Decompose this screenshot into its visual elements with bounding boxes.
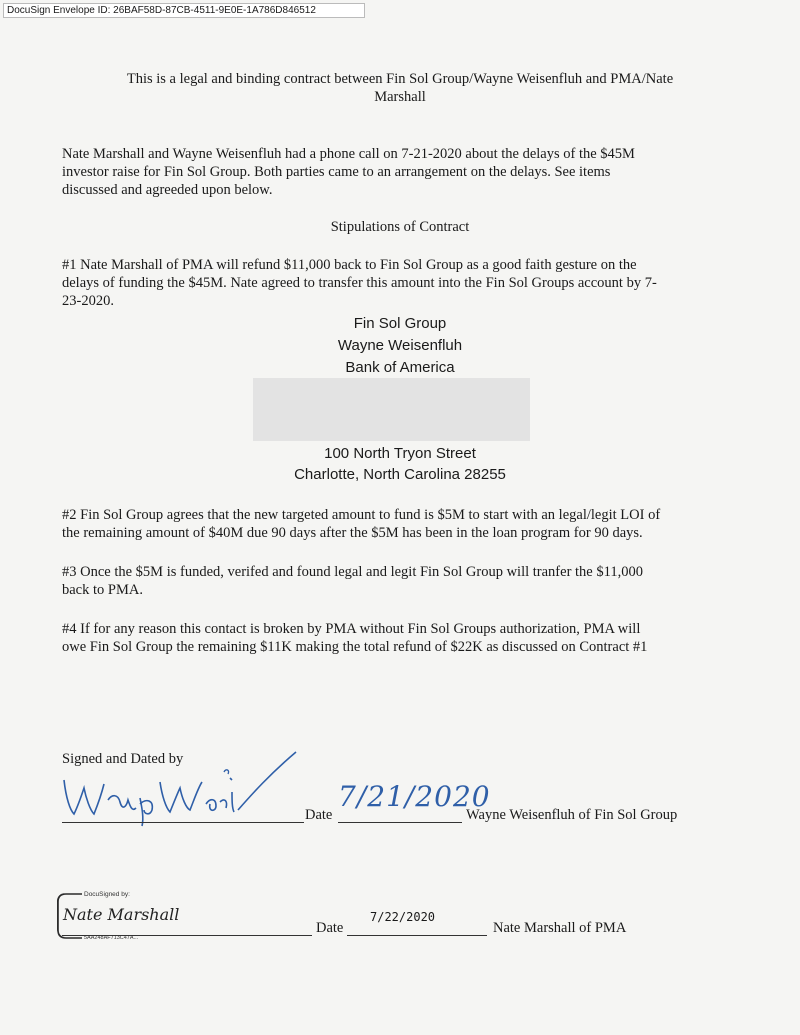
signed-and-dated-label: Signed and Dated by: [62, 751, 184, 767]
signature-line-wayne: [62, 822, 304, 823]
intro-line: Nate Marshall and Wayne Weisenfluh had a phone call on 7-21-2020 about the delays of the $45M: [62, 146, 635, 162]
item-2-line: #2 Fin Sol Group agrees that the new targeted amount to fund is $5M to start with an legal/legit LOI of: [62, 507, 661, 523]
title-line-1: This is a legal and binding contract between Fin Sol Group/Wayne Weisenfluh and PMA/Nate: [126, 71, 674, 87]
item-3-line: #3 Once the $5M is funded, verifed and found legal and legit Fin Sol Group will tranfer the $11,000: [62, 564, 643, 580]
bank-name: Bank of America: [345, 359, 455, 376]
docusign-signature-nate: Nate Marshall: [63, 905, 180, 924]
handwritten-date-wayne: 7/21/2020: [338, 780, 491, 813]
intro-line: investor raise for Fin Sol Group. Both parties came to an arrangement on the delays. See items: [62, 164, 611, 180]
item-4-line: #4 If for any reason this contact is broken by PMA without Fin Sol Groups authorization, PMA will: [62, 621, 641, 637]
date-label-wayne: Date: [305, 807, 333, 823]
item-1-line: delays of funding the $45M. Nate agreed to transfer this amount into the Fin Sol Groups account by 7-: [62, 275, 657, 291]
item-1-line: 23-2020.: [62, 293, 114, 309]
date-value-nate: 7/22/2020: [370, 910, 436, 924]
handwritten-signature-wayne: [56, 748, 306, 828]
bank-address-street: 100 North Tryon Street: [324, 445, 476, 462]
date-label-nate: Date: [316, 920, 344, 936]
docusign-signer-id: 5AA248AF713C47A...: [84, 935, 139, 941]
bank-account-holder: Wayne Weisenfluh: [337, 337, 463, 354]
item-1-line: #1 Nate Marshall of PMA will refund $11,000 back to Fin Sol Group as a good faith gesture on the: [62, 257, 637, 273]
title-line-2: Marshall: [374, 89, 426, 105]
docusign-envelope-id: DocuSign Envelope ID: 26BAF58D-87CB-4511-9E0E-1A786D846512: [3, 3, 365, 18]
intro-line: discussed and agreeded upon below.: [62, 182, 273, 198]
signature-line-nate: [62, 935, 312, 936]
bank-address-city: Charlotte, North Carolina 28255: [294, 466, 506, 483]
party-nate: Nate Marshall of PMA: [493, 920, 627, 936]
item-2-line: the remaining amount of $40M due 90 days after the $5M has been in the loan program for 90 days.: [62, 525, 643, 541]
party-wayne: Wayne Weisenfluh of Fin Sol Group: [466, 807, 678, 823]
item-4-line: owe Fin Sol Group the remaining $11K making the total refund of $22K as discussed on Contract #1: [62, 639, 648, 655]
docusigned-by-label: DocuSigned by:: [84, 891, 130, 898]
date-line-wayne: [338, 822, 462, 823]
item-3-line: back to PMA.: [62, 582, 143, 598]
bank-account-name: Fin Sol Group: [353, 315, 447, 332]
redacted-account-block: [253, 378, 530, 441]
date-line-nate: [347, 935, 487, 936]
stipulations-heading: Stipulations of Contract: [330, 219, 470, 235]
